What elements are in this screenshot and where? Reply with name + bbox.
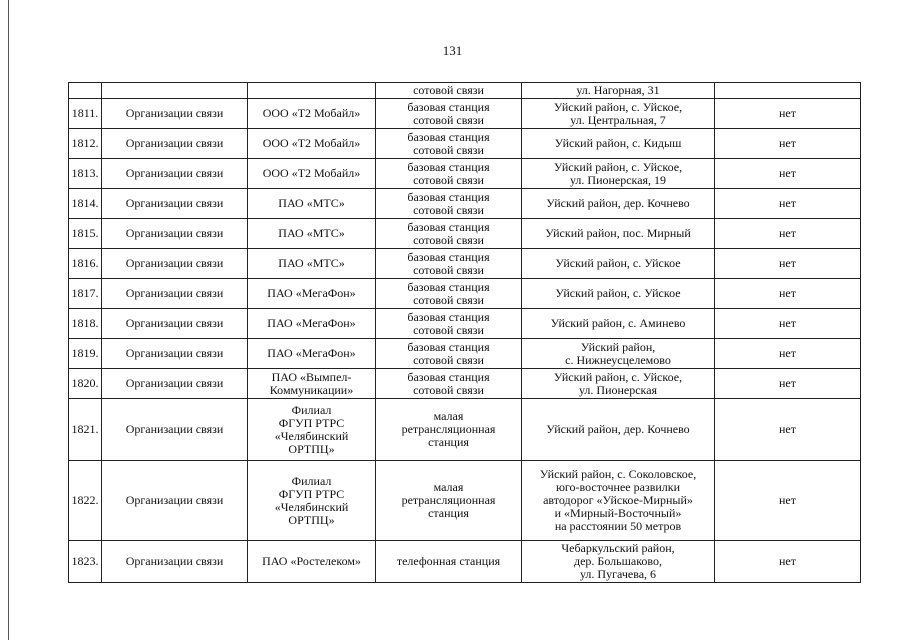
cell-owner-line: ПАО «МегаФон» <box>267 346 356 360</box>
cell-owner-line: ПАО «Вымпел- <box>271 369 352 384</box>
cell-object-type-line: базовая станция <box>407 369 490 384</box>
cell-num: 1811. <box>69 99 102 129</box>
cell-object-type <box>376 219 522 249</box>
cell-category: Организации связи <box>102 369 248 399</box>
cell-location-line: Уйский район, с. Кидыш <box>554 136 682 150</box>
cell-object-type-line: базовая станция <box>407 129 490 144</box>
cell-object-type-line: сотовой связи <box>413 292 484 307</box>
cell-location <box>522 309 715 339</box>
cell-location-line: дер. Большаково, <box>574 554 662 568</box>
cell-category: Организации связи <box>102 461 248 541</box>
cell-owner-line: Филиал <box>291 402 332 417</box>
cell-object-type-line: базовая станция <box>407 339 490 354</box>
cell-location-line: Уйский район, с. Уйское <box>555 286 681 300</box>
cell-owner-line: ПАО «МТС» <box>278 256 345 270</box>
cell-status: нет <box>715 279 861 309</box>
cell-object-type-line: сотовой связи <box>413 142 484 157</box>
cell-object-type <box>376 339 522 369</box>
cell-object-type-line: базовая станция <box>407 249 490 264</box>
cell-owner <box>248 279 376 309</box>
cell-location-line: с. Нижнеусцелемово <box>565 352 671 367</box>
table-row <box>69 129 861 159</box>
cell-owner <box>248 369 376 399</box>
cell-owner-line: Филиал <box>291 473 332 488</box>
cell-location <box>522 369 715 399</box>
cell-owner <box>248 461 376 541</box>
cell-object-type-line: сотовой связи <box>413 232 484 247</box>
cell-object-type-line: базовая станция <box>407 189 490 204</box>
cell-object-type-line: сотовой связи <box>413 382 484 397</box>
cell-object-type-line: сотовой связи <box>413 112 484 127</box>
cell-owner <box>248 399 376 461</box>
cell-category: Организации связи <box>102 159 248 189</box>
cell-owner <box>248 219 376 249</box>
cell-object-type: сотовой связи <box>376 83 522 99</box>
cell-status <box>715 83 861 99</box>
cell-object-type-line: малая <box>433 409 464 423</box>
cell-status: нет <box>715 461 861 541</box>
cell-owner-line: ПАО «МегаФон» <box>267 316 356 330</box>
cell-num: 1819. <box>69 339 102 369</box>
cell-object-type <box>376 399 522 461</box>
cell-num: 1815. <box>69 219 102 249</box>
cell-location-line: Уйский район, дер. Кочнево <box>546 422 690 436</box>
cell-num: 1818. <box>69 309 102 339</box>
cell-object-type-line: малая <box>433 480 464 494</box>
cell-location <box>522 339 715 369</box>
cell-num: 1821. <box>69 399 102 461</box>
cell-location-line: Уйский район, с. Уйское, <box>553 369 683 384</box>
table-row <box>69 99 861 129</box>
cell-location <box>522 399 715 461</box>
cell-location <box>522 541 715 583</box>
cell-num <box>69 83 102 99</box>
cell-num: 1813. <box>69 159 102 189</box>
cell-owner <box>248 189 376 219</box>
cell-location-line: Чебаркульский район, <box>561 541 675 555</box>
cell-category: Организации связи <box>102 399 248 461</box>
cell-location-line: Уйский район, с. Уйское, <box>553 159 683 174</box>
cell-owner-line: ООО «Т2 Мобайл» <box>262 166 361 180</box>
cell-category: Организации связи <box>102 249 248 279</box>
cell-category <box>102 83 248 99</box>
table-row <box>69 159 861 189</box>
cell-location <box>522 189 715 219</box>
cell-owner-line: «Челябинский <box>274 499 349 514</box>
cell-status: нет <box>715 339 861 369</box>
table-row <box>69 369 861 399</box>
cell-owner-line: ООО «Т2 Мобайл» <box>262 106 361 120</box>
cell-owner-line: ОРТПЦ» <box>288 441 335 456</box>
cell-num: 1817. <box>69 279 102 309</box>
cell-location-line: Уйский район, с. Аминево <box>550 316 686 330</box>
cell-object-type-line: станция <box>428 506 469 520</box>
cell-status: нет <box>715 309 861 339</box>
cell-location-line: юго-восточнее развилки <box>555 480 681 494</box>
cell-owner-line: ОРТПЦ» <box>288 512 335 527</box>
cell-owner <box>248 541 376 583</box>
cell-object-type <box>376 369 522 399</box>
cell-num: 1814. <box>69 189 102 219</box>
cell-category: Организации связи <box>102 219 248 249</box>
cell-object-type-line: ретрансляционная <box>401 493 496 507</box>
cell-location: ул. Нагорная, 31 <box>522 83 715 99</box>
cell-location-line: ул. Пугачева, 6 <box>579 567 657 581</box>
cell-status: нет <box>715 99 861 129</box>
cell-owner <box>248 339 376 369</box>
page-number: 131 <box>442 43 463 58</box>
cell-location-line: на расстоянии 50 метров <box>554 519 682 533</box>
cell-category: Организации связи <box>102 309 248 339</box>
cell-category: Организации связи <box>102 99 248 129</box>
cell-object-type <box>376 129 522 159</box>
table-row <box>69 249 861 279</box>
cell-object-type <box>376 279 522 309</box>
table-row <box>69 189 861 219</box>
cell-owner <box>248 129 376 159</box>
cell-owner-line: «Челябинский <box>274 428 349 443</box>
cell-location-line: автодорог «Уйское-Мирный» <box>543 493 693 507</box>
cell-status: нет <box>715 249 861 279</box>
cell-owner <box>248 99 376 129</box>
cell-owner-line: ФГУП РТРС <box>278 486 345 501</box>
cell-status: нет <box>715 369 861 399</box>
registry-table <box>68 82 861 583</box>
cell-status: нет <box>715 159 861 189</box>
cell-object-type-line: базовая станция <box>407 279 490 294</box>
cell-location <box>522 99 715 129</box>
cell-location-line: ул. Центральная, 7 <box>570 112 666 127</box>
cell-location-line: ул. Пионерская, 19 <box>569 172 667 187</box>
cell-owner <box>248 309 376 339</box>
cell-location <box>522 159 715 189</box>
cell-owner-line: ПАО «МТС» <box>278 196 345 210</box>
cell-object-type-line: сотовой связи <box>413 322 484 337</box>
cell-object-type-line: базовая станция <box>407 309 490 324</box>
cell-status: нет <box>715 399 861 461</box>
cell-owner-line: ООО «Т2 Мобайл» <box>262 136 361 150</box>
cell-num: 1822. <box>69 461 102 541</box>
cell-object-type-line: сотовой связи <box>413 202 484 217</box>
cell-owner <box>248 249 376 279</box>
cell-status: нет <box>715 541 861 583</box>
cell-owner-line: Коммуникации» <box>269 382 354 397</box>
cell-object-type <box>376 99 522 129</box>
cell-owner-line: ПАО «Ростелеком» <box>262 554 361 568</box>
cell-object-type-line: телефонная станция <box>396 554 501 568</box>
cell-location-line: Уйский район, с. Уйское, <box>553 99 683 114</box>
cell-category: Организации связи <box>102 279 248 309</box>
cell-num: 1812. <box>69 129 102 159</box>
cell-category: Организации связи <box>102 129 248 159</box>
page-left-edge-line <box>8 0 9 640</box>
cell-object-type-line: сотовой связи <box>413 352 484 367</box>
cell-object-type-line: базовая станция <box>407 219 490 234</box>
cell-location <box>522 129 715 159</box>
cell-num: 1820. <box>69 369 102 399</box>
cell-location <box>522 461 715 541</box>
cell-owner <box>248 159 376 189</box>
cell-object-type-line: сотовой связи <box>413 172 484 187</box>
cell-location <box>522 219 715 249</box>
cell-object-type-line: базовая станция <box>407 159 490 174</box>
table-row-continuation <box>69 83 861 99</box>
cell-location-line: Уйский район, с. Уйское <box>555 256 681 270</box>
cell-object-type <box>376 541 522 583</box>
cell-status: нет <box>715 189 861 219</box>
cell-owner-line: ПАО «МТС» <box>278 226 345 240</box>
cell-location <box>522 279 715 309</box>
cell-location-line: Уйский район, дер. Кочнево <box>546 196 690 210</box>
cell-object-type <box>376 309 522 339</box>
cell-location-line: Уйский район, <box>580 339 656 354</box>
cell-location-line: и «Мирный-Восточный» <box>554 506 682 520</box>
table-row <box>69 279 861 309</box>
table-row <box>69 309 861 339</box>
table-row <box>69 399 861 461</box>
cell-location-line: Уйский район, пос. Мирный <box>545 226 691 240</box>
cell-location-line: Уйский район, с. Соколовское, <box>539 467 697 481</box>
cell-object-type-line: станция <box>428 435 469 449</box>
cell-object-type <box>376 249 522 279</box>
cell-owner-line: ФГУП РТРС <box>278 415 345 430</box>
cell-category: Организации связи <box>102 339 248 369</box>
registry-table-body <box>69 83 861 583</box>
cell-object-type <box>376 189 522 219</box>
table-row <box>69 461 861 541</box>
cell-location <box>522 249 715 279</box>
table-row <box>69 219 861 249</box>
cell-category: Организации связи <box>102 189 248 219</box>
cell-num: 1816. <box>69 249 102 279</box>
cell-owner <box>248 83 376 99</box>
cell-category: Организации связи <box>102 541 248 583</box>
cell-location-line: ул. Пионерская <box>578 382 658 397</box>
cell-owner-line: ПАО «МегаФон» <box>267 286 356 300</box>
cell-object-type-line: базовая станция <box>407 99 490 114</box>
cell-object-type <box>376 159 522 189</box>
cell-object-type-line: ретрансляционная <box>401 422 496 436</box>
table-row <box>69 339 861 369</box>
cell-object-type <box>376 461 522 541</box>
cell-status: нет <box>715 129 861 159</box>
table-row <box>69 541 861 583</box>
cell-num: 1823. <box>69 541 102 583</box>
cell-status: нет <box>715 219 861 249</box>
cell-object-type-line: сотовой связи <box>413 262 484 277</box>
